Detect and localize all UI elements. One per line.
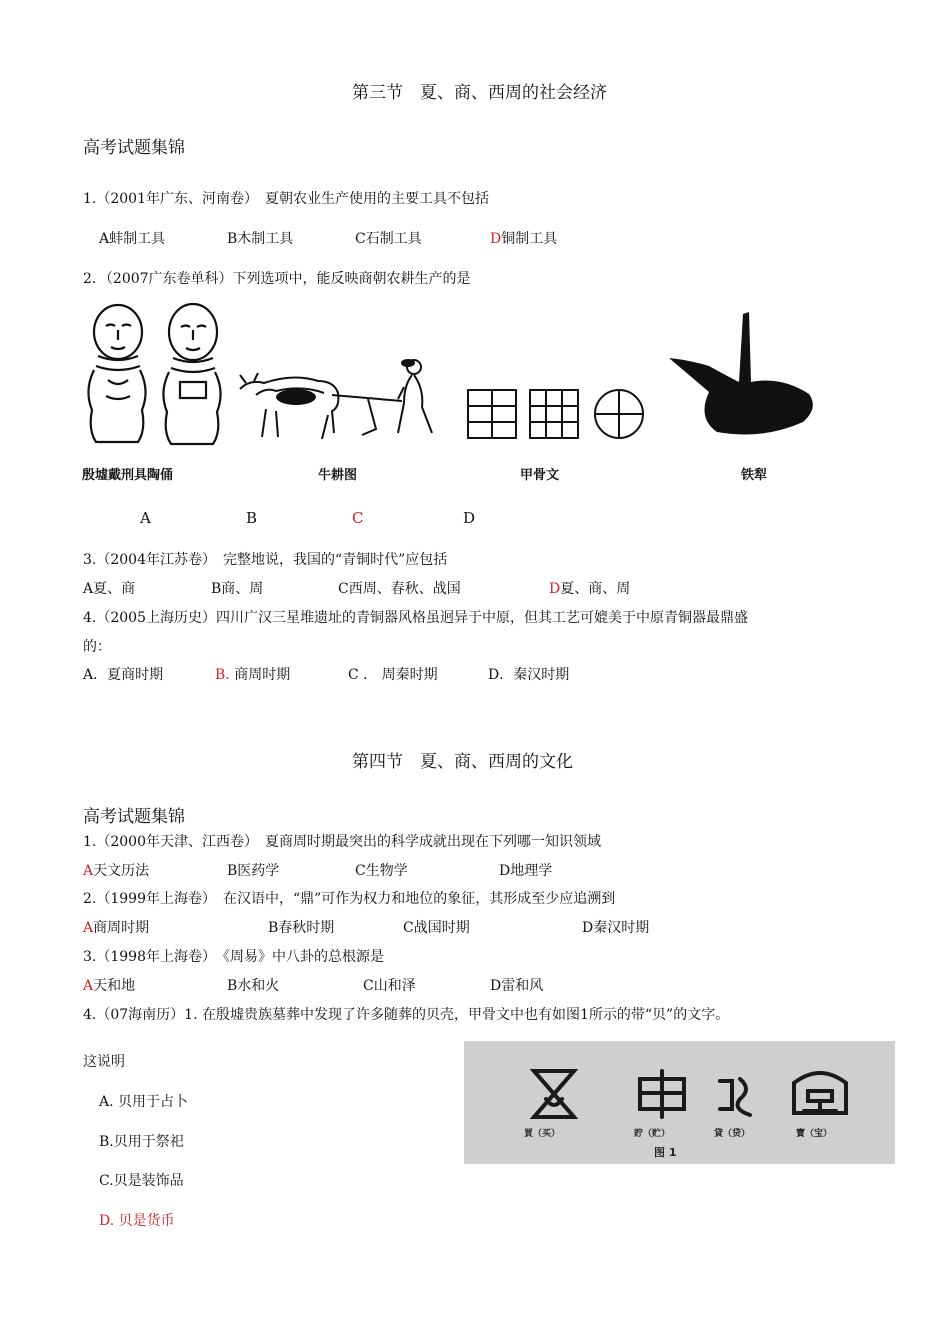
section3-title: 第三节 夏、商、西周的社会经济 bbox=[352, 83, 607, 103]
shell-char-caption-4: 寶（宝） bbox=[796, 1129, 833, 1139]
answer-text: 天和地 bbox=[93, 978, 136, 994]
section3-heading: 高考试题集锦 bbox=[83, 138, 185, 158]
s3-q1-option-a: A蚌制工具 bbox=[99, 231, 166, 247]
s3-q4-option-d: D．秦汉时期 bbox=[488, 667, 570, 683]
s3-q2-letter-a: A bbox=[140, 509, 151, 527]
s3-q3-option-d bbox=[549, 578, 630, 598]
shell-glyphs bbox=[464, 1041, 895, 1164]
s3-q4-option-a: A．夏商时期 bbox=[83, 667, 164, 683]
s4-q3-option-c: C山和泽 bbox=[363, 978, 416, 994]
s4-q4-lead: 这说明 bbox=[83, 1054, 125, 1070]
s4-q3-option-d: D雷和风 bbox=[490, 978, 544, 994]
answer-letter: D bbox=[490, 231, 502, 247]
s4-q1-option-c: C生物学 bbox=[355, 863, 408, 879]
s4-q4-option-d-answer: D. 贝是货币 bbox=[99, 1213, 175, 1229]
s4-q1-option-d: D地理学 bbox=[499, 863, 553, 879]
s4-q4-option-a: A. 贝用于占卜 bbox=[99, 1094, 189, 1110]
s4-q4-option-b: B.贝用于祭祀 bbox=[99, 1134, 184, 1150]
s3-q1-option-d bbox=[490, 228, 557, 248]
figure-label-figurines: 殷墟戴刑具陶俑 bbox=[82, 468, 174, 483]
s4-q2-option-c: C战国时期 bbox=[403, 920, 470, 936]
s4-q2-option-b: B春秋时期 bbox=[268, 920, 335, 936]
s4-q4-stem: 4.（07海南历）1. 在殷墟贵族墓葬中发现了许多随葬的贝壳，甲骨文中也有如图1所示的带“贝”的文字。 bbox=[83, 1007, 730, 1023]
s3-q3-option-b: B商、周 bbox=[211, 581, 264, 597]
s4-q1-stem: 1.（2000年天津、江西卷） 夏商周时期最突出的科学成就出现在下列哪一知识领域 bbox=[83, 834, 601, 850]
s3-q4-option-c: C ． 周秦时期 bbox=[348, 667, 438, 683]
shell-char-caption-1: 買（买） bbox=[524, 1129, 561, 1139]
s4-q4-option-c: C.贝是装饰品 bbox=[99, 1173, 184, 1189]
s3-q2-stem: 2．（2007广东卷单科）下列选项中，能反映商朝农耕生产的是 bbox=[83, 271, 471, 287]
s4-q2-stem: 2.（1999年上海卷） 在汉语中，“鼎”可作为权力和地位的象征，其形成至少应追溯到 bbox=[83, 891, 616, 907]
s4-q3-option-b: B水和火 bbox=[227, 978, 280, 994]
s3-q4-stem-line1: 4.（2005上海历史）四川广汉三星堆遗址的青铜器风格虽迥异于中原，但其工艺可媲美于中原青铜器最鼎盛 bbox=[83, 610, 748, 626]
answer-letter: D bbox=[549, 581, 561, 597]
oracle-bone-glyphs bbox=[466, 388, 646, 440]
s3-q1-stem: 1.（2001年广东、河南卷） 夏朝农业生产使用的主要工具不包括 bbox=[83, 191, 489, 207]
answer-letter: A bbox=[83, 863, 94, 879]
answer-letter: A bbox=[83, 920, 94, 936]
s3-q1-option-c: C石制工具 bbox=[355, 231, 422, 247]
answer-letter: A bbox=[83, 978, 94, 994]
answer-text: 商周时期 bbox=[234, 667, 291, 683]
shell-char-caption-2: 貯（贮） bbox=[634, 1129, 671, 1139]
answer-text: 商周时期 bbox=[93, 920, 150, 936]
s3-q3-option-c: C西周、春秋、战国 bbox=[338, 581, 461, 597]
figure-label-oracle: 甲骨文 bbox=[520, 468, 560, 483]
figure-label-oxplow: 牛耕图 bbox=[318, 468, 358, 483]
section4-title: 第四节 夏、商、西周的文化 bbox=[352, 752, 573, 772]
s3-q2-letter-d: D bbox=[463, 509, 476, 527]
s4-q1-option-a bbox=[83, 860, 149, 880]
answer-text: 天文历法 bbox=[93, 863, 150, 879]
figurines-illustration bbox=[80, 300, 240, 448]
answer-text: 铜制工具 bbox=[501, 231, 558, 247]
shell-char-caption-3: 貸（贷） bbox=[714, 1129, 751, 1139]
s3-q4-option-b bbox=[215, 664, 290, 684]
figure-label-ironplow: 铁犁 bbox=[741, 468, 768, 483]
iron-plow-illustration bbox=[665, 310, 825, 440]
ox-plowing-illustration bbox=[236, 355, 446, 445]
s3-q3-option-a: A夏、商 bbox=[83, 581, 136, 597]
s4-q1-option-b: B医药学 bbox=[227, 863, 280, 879]
s3-q1-option-b: B木制工具 bbox=[227, 231, 294, 247]
s3-q4-stem-line2: 的： bbox=[83, 639, 111, 655]
s3-q3-stem: 3.（2004年江苏卷） 完整地说，我国的“青铜时代”应包括 bbox=[83, 552, 448, 568]
s3-q2-letter-c: C bbox=[352, 509, 364, 527]
answer-text: 夏、商、周 bbox=[560, 581, 631, 597]
s4-q2-option-d: D秦汉时期 bbox=[582, 920, 650, 936]
answer-letter: B. bbox=[215, 667, 230, 683]
s4-q2-option-a bbox=[83, 917, 149, 937]
s4-q3-option-a bbox=[83, 975, 135, 995]
section4-heading: 高考试题集锦 bbox=[83, 807, 185, 827]
shell-characters-figure bbox=[464, 1041, 895, 1164]
figure-caption: 图 1 bbox=[654, 1146, 677, 1159]
s4-q3-stem: 3.（1998年上海卷） 《周易》中八卦的总根源是 bbox=[83, 949, 384, 965]
s3-q2-letter-b: B bbox=[246, 509, 258, 527]
